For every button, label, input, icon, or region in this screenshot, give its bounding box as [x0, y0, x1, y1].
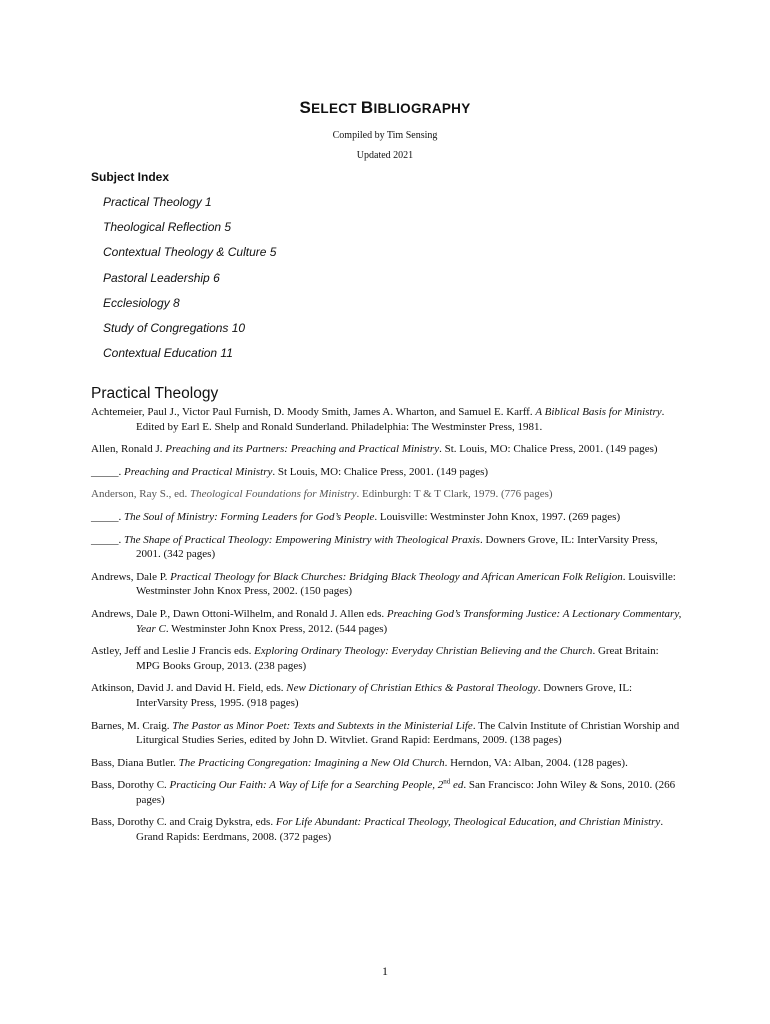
entry-title: Theological Foundations for Ministry	[190, 488, 357, 501]
entry-author: Achtemeier, Paul J., Victor Paul Furnish, D. Moody Smith, James A. Wharton, and Samuel E. Karff.	[91, 406, 536, 418]
index-item-ecclesiology[interactable]: Ecclesiology 8	[103, 295, 180, 310]
entry-publication: . Grand Rapids: Eerdmans, 2008. (372 pages)	[136, 816, 664, 844]
bibliography-entry	[91, 815, 683, 844]
title-initial-2: B	[360, 98, 374, 117]
bibliography-entry	[91, 405, 683, 434]
entry-title: Preaching and Practical Ministry	[124, 465, 273, 478]
bibliography-entry	[91, 570, 683, 599]
entry-author: Allen, Ronald J.	[91, 443, 166, 456]
entry-author: Barnes, M. Craig.	[91, 719, 173, 732]
index-item-theological-reflection[interactable]: Theological Reflection 5	[103, 220, 232, 235]
index-item-pastoral-leadership[interactable]: Pastoral Leadership 6	[103, 270, 220, 285]
index-item-contextual-education[interactable]: Contextual Education 11	[103, 346, 233, 361]
entry-title: For Life Abundant: Practical Theology, Theological Education, and Christian Ministry	[275, 816, 661, 829]
entry-title: Practicing Our Faith: A Way of Life for a Searching People, 2	[169, 779, 444, 792]
entry-author: Anderson, Ray S., ed.	[91, 488, 190, 501]
title-smallcaps-1: ELECT	[311, 101, 361, 116]
entry-title: The Soul of Ministry: Forming Leaders for God’s People	[124, 510, 375, 523]
entry-author: Bass, Dorothy C. and Craig Dykstra, eds.	[91, 816, 276, 829]
bibliography-entry	[91, 510, 683, 525]
entry-publication: . Louisville: Westminster John Knox, 1997. (269 pages)	[374, 510, 621, 523]
bibliography-entry	[91, 778, 683, 807]
bibliography-entry	[91, 442, 683, 457]
entry-publication: . Louisville: Westminster John Knox Press, 2002. (150 pages)	[136, 570, 676, 598]
entry-title: The Shape of Practical Theology: Empowering Ministry with Theological Praxis	[124, 533, 480, 546]
entry-publication: . Edinburgh: T & T Clark, 1979. (776 pages)	[356, 488, 553, 501]
bibliography-entry	[91, 681, 683, 710]
entry-publication: . Great Britain: MPG Books Group, 2013. (238 pages)	[136, 645, 659, 672]
page-number: 1	[382, 964, 388, 978]
bibliography-entry	[91, 607, 683, 636]
entry-title: Preaching and its Partners: Preaching and Practical Ministry	[165, 443, 440, 456]
entry-publication: . Westminster John Knox Press, 2012. (544 pages)	[165, 622, 388, 635]
bibliography-entries	[91, 405, 683, 853]
compiled-by: Compiled by Tim Sensing	[332, 130, 438, 141]
entry-author: Bass, Diana Butler.	[91, 756, 179, 769]
bibliography-entry	[91, 465, 683, 480]
entry-edition-superscript: nd	[443, 777, 451, 786]
entry-title: A Biblical Basis for Ministry	[535, 406, 662, 418]
bibliography-entry	[91, 756, 683, 771]
entry-title: New Dictionary of Christian Ethics & Pastoral Theology	[286, 682, 538, 695]
entry-title: Exploring Ordinary Theology: Everyday Christian Believing and the Church	[254, 645, 593, 658]
entry-publication: . St Louis, MO: Chalice Press, 2001. (149 pages)	[272, 465, 489, 478]
entry-publication: . San Francisco: John Wiley & Sons, 2010. (266 pages)	[136, 779, 676, 806]
section-heading: Practical Theology	[91, 385, 219, 402]
entry-title: The Pastor as Minor Poet: Texts and Subtexts in the Ministerial Life	[172, 719, 473, 732]
updated-date: Updated 2021	[356, 150, 414, 161]
entry-title: Preaching God’s Transforming Justice: A Lectionary Commentary, Year C	[136, 607, 682, 635]
entry-author: _____.	[91, 465, 124, 478]
entry-author: Bass, Dorothy C.	[91, 779, 170, 792]
entry-publication: . Herndon, VA: Alban, 2004. (128 pages).	[444, 756, 628, 769]
page-title	[0, 98, 770, 118]
entry-author: _____.	[91, 510, 124, 523]
index-item-contextual-theology[interactable]: Contextual Theology & Culture 5	[103, 245, 277, 260]
entry-title: Practical Theology for Black Churches: Bridging Black Theology and African American Folk Religion	[170, 570, 623, 583]
subject-index-list	[103, 194, 276, 370]
bibliography-entry	[91, 487, 683, 502]
entry-publication: . Downers Grove, IL: InterVarsity Press, 1995. (918 pages)	[136, 682, 633, 709]
bibliography-entry	[91, 719, 683, 748]
entry-author: _____.	[91, 533, 124, 546]
entry-author: Atkinson, David J. and David H. Field, eds.	[91, 682, 287, 695]
entry-author: Andrews, Dale P., Dawn Ottoni-Wilhelm, and Ronald J. Allen eds.	[91, 607, 387, 620]
entry-publication: . Edited by Earl E. Shelp and Ronald Sunderland. Philadelphia: The Westminster Press, 1981.	[136, 406, 665, 433]
entry-title: The Practicing Congregation: Imagining a New Old Church	[178, 756, 445, 769]
entry-author: Andrews, Dale P.	[91, 570, 171, 583]
index-item-study-of-congregations[interactable]: Study of Congregations 10	[103, 320, 246, 335]
entry-edition: ed	[450, 779, 464, 792]
title-smallcaps-2: IBLIOGRAPHY	[373, 101, 471, 116]
bibliography-entry	[91, 644, 683, 673]
title-initial-1: S	[299, 98, 312, 117]
entry-author: Astley, Jeff and Leslie J Francis eds.	[91, 645, 255, 658]
subject-index-heading: Subject Index	[91, 170, 170, 184]
entry-publication: . St. Louis, MO: Chalice Press, 2001. (149 pages)	[439, 443, 658, 456]
entry-publication: . Downers Grove, IL: InterVarsity Press, 2001. (342 pages)	[136, 533, 658, 561]
bibliography-entry	[91, 533, 683, 562]
index-item-practical-theology[interactable]: Practical Theology 1	[103, 195, 212, 209]
entry-publication: . The Calvin Institute of Christian Worship and Liturgical Studies Series, edited by John D. Witvliet. Grand Rapid: Eerdmans, 2009. (138 pages)	[136, 719, 680, 747]
